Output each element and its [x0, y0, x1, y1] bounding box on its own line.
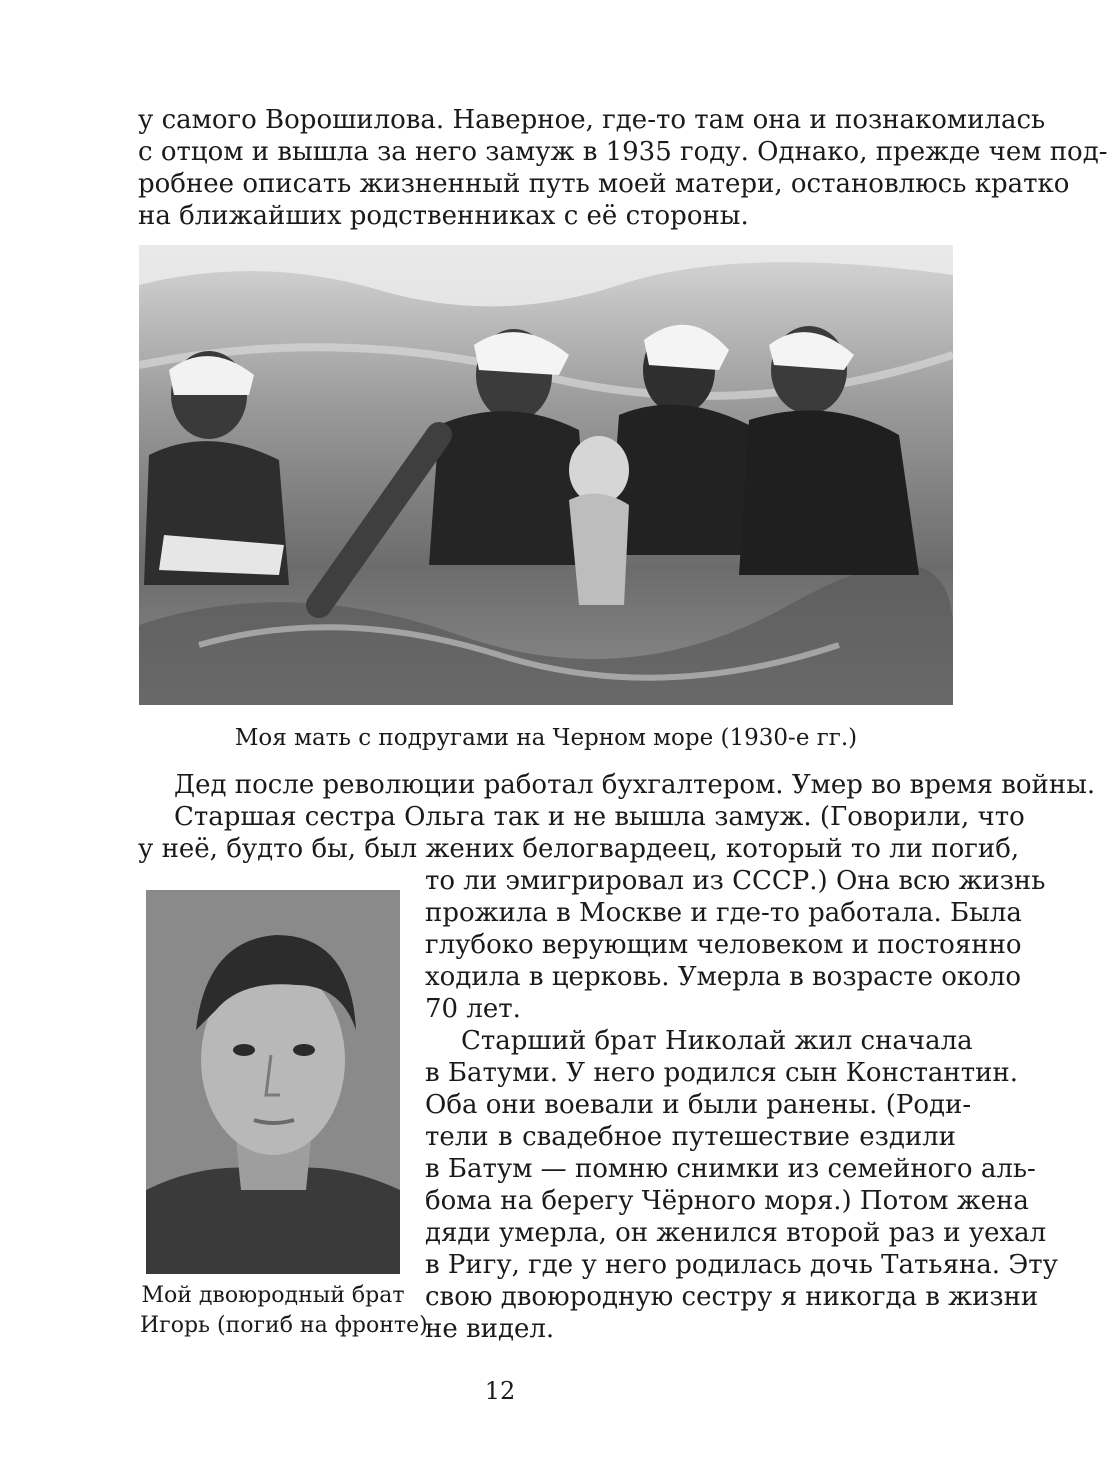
page-number: 12	[484, 1377, 516, 1405]
text-line: бома на берегу Чёрного моря.) Потом жена	[425, 1186, 1029, 1216]
text-line: то ли эмигрировал из СССР.) Она всю жизнь	[425, 866, 1046, 896]
text-line: в Ригу, где у него родилась дочь Татьяна. Эту	[425, 1250, 1058, 1280]
text-line: робнее описать жизненный путь моей матери, остановлюсь кратко	[138, 169, 1070, 199]
portrait-photo	[146, 890, 400, 1274]
text-line: тели в свадебное путешествие ездили	[425, 1122, 956, 1152]
text-line: на ближайших родственниках с её стороны.	[138, 201, 749, 231]
text-line: дяди умерла, он женился второй раз и уехал	[425, 1218, 1047, 1248]
beach-photo	[139, 245, 953, 705]
text-line: Старший брат Николай жил сначала	[461, 1026, 973, 1056]
text-line: у неё, будто бы, был жених белогвардеец, который то ли погиб,	[138, 834, 1020, 864]
text-line: Дед после революции работал бухгалтером. Умер во время войны.	[174, 770, 1096, 800]
text-line: прожила в Москве и где-то работала. Была	[425, 898, 1022, 928]
text-line: 70 лет.	[425, 994, 521, 1024]
text-line: в Батуми. У него родился сын Константин.	[425, 1058, 1018, 1088]
text-line: не видел.	[425, 1314, 555, 1344]
text-line: Старшая сестра Ольга так и не вышла замуж. (Говорили, что	[174, 802, 1025, 832]
text-line: с отцом и вышла за него замуж в 1935 году. Однако, прежде чем под-	[138, 137, 1108, 167]
beach-photo-caption: Моя мать с подругами на Черном море (1930-е гг.)	[234, 725, 858, 751]
text-line: ходила в церковь. Умерла в возрасте около	[425, 962, 1021, 992]
text-line: свою двоюродную сестру я никогда в жизни	[425, 1282, 1039, 1312]
portrait-photo-caption: Игорь (погиб на фронте)	[140, 1313, 428, 1338]
portrait-photo-caption: Мой двоюродный брат	[141, 1283, 405, 1308]
text-line: Оба они воевали и были ранены. (Роди-	[425, 1090, 972, 1120]
text-line: глубоко верующим человеком и постоянно	[425, 930, 1022, 960]
text-line: у самого Ворошилова. Наверное, где-то там она и познакомилась	[138, 105, 1046, 135]
text-line: в Батум — помню снимки из семейного аль-	[425, 1154, 1036, 1184]
